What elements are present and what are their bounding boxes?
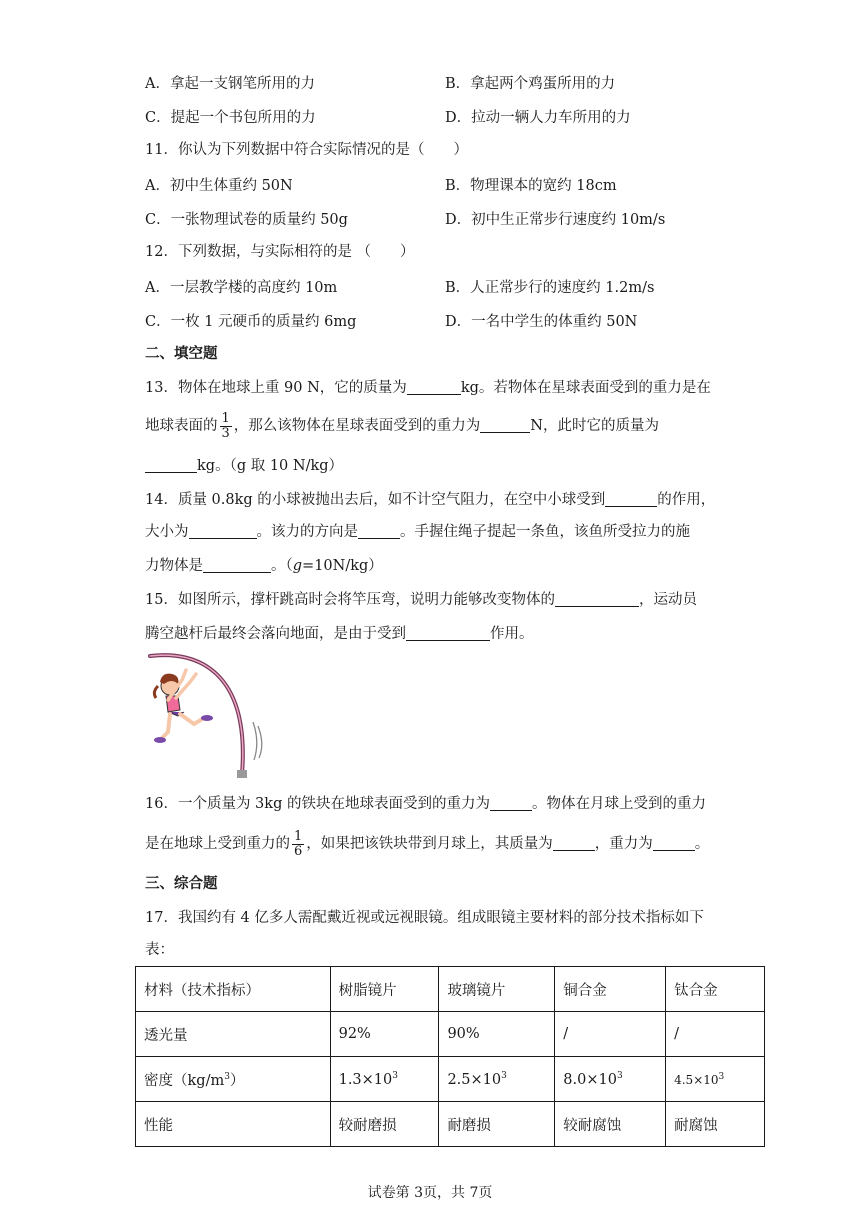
- q13-fraction-numerator: 1: [221, 410, 230, 426]
- q14-text-2b: 。该力的方向是: [256, 524, 358, 540]
- q14-line-3: [145, 556, 383, 576]
- q15-line-2: [145, 624, 534, 644]
- q13-line-3: [145, 456, 343, 476]
- q17-line-1: 17．我国约有 4 亿多人需配戴近视或远视眼镜。组成眼镜主要材料的部分技术指标如下: [145, 910, 704, 926]
- q16-text-2c: ，重力为: [594, 836, 653, 852]
- density-glass: 2.5×10: [447, 1071, 502, 1088]
- q11-option-c: C．一张物理试卷的质量约 50g: [145, 212, 348, 228]
- q13-line-2: [145, 408, 659, 444]
- q15-text-2b: 作用。: [490, 626, 534, 642]
- q13-blank-mass-2[interactable]: [145, 456, 197, 473]
- table-cell: 透光量: [136, 1012, 331, 1057]
- q13-text-3: kg。（g 取 10 N/kg）: [197, 458, 344, 474]
- table-row: [136, 1012, 765, 1057]
- q13-text-1a: 13．物体在地球上重 90 N，它的质量为: [145, 380, 407, 396]
- q16-text-2d: 。: [694, 836, 710, 852]
- q14-text-2a: 大小为: [145, 524, 189, 540]
- table-cell: 性能: [136, 1102, 331, 1147]
- table-cell: [136, 1057, 331, 1102]
- q16-text-1b: 。物体在月球上受到的重力: [531, 796, 706, 812]
- table-row: [136, 967, 765, 1012]
- q12-option-b: B．人正常步行的速度约 1.2m/s: [445, 280, 655, 296]
- pole-vault-figure: [138, 652, 268, 784]
- q16-line-2: [145, 826, 709, 862]
- table-cell: /: [666, 1012, 765, 1057]
- q10-row-2: [145, 106, 765, 126]
- table-cell: 较耐腐蚀: [555, 1102, 666, 1147]
- q13-blank-gravity[interactable]: [480, 416, 530, 433]
- table-row: [136, 1057, 765, 1102]
- table-cell: /: [555, 1012, 666, 1057]
- density-label-end: ）: [229, 1072, 245, 1089]
- q15-blank-gravity[interactable]: [406, 624, 490, 641]
- q11-option-b: B．物理课本的宽约 18cm: [445, 178, 617, 194]
- q14-text-3c: =10N/kg）: [302, 558, 383, 574]
- density-titanium-exp: 3: [718, 1071, 725, 1082]
- q17-line-2: 表：: [145, 942, 174, 958]
- density-copper: 8.0×10: [563, 1071, 617, 1088]
- q12-row-1: [145, 276, 765, 296]
- density-label-sup: 3: [224, 1071, 230, 1082]
- table-header-cell: 钛合金: [666, 967, 765, 1012]
- q14-line-1: [145, 490, 715, 510]
- q14-blank-source[interactable]: [203, 556, 271, 573]
- page-footer: 试卷第 3页，共 7页: [367, 1185, 493, 1201]
- table-cell: 耐腐蚀: [666, 1102, 765, 1147]
- athlete-icon: [154, 670, 213, 743]
- q10-row-1: [145, 72, 765, 92]
- q14-line-2: [145, 522, 690, 542]
- materials-table: [135, 966, 765, 1147]
- q14-blank-direction[interactable]: [358, 522, 400, 539]
- table-header-cell: 树脂镜片: [330, 967, 439, 1012]
- q14-blank-magnitude[interactable]: [189, 522, 257, 539]
- table-header-cell: 铜合金: [555, 967, 666, 1012]
- table-header-cell: 材料（技术指标）: [136, 967, 331, 1012]
- q16-text-1: 16．一个质量为 3kg 的铁块在地球表面受到的重力为: [145, 796, 490, 812]
- q16-blank-gravity[interactable]: [490, 794, 532, 811]
- density-titanium: 4.5×10: [674, 1072, 719, 1087]
- q14-text-3a: 力物体是: [145, 558, 203, 574]
- density-label: 密度（kg/m: [144, 1072, 225, 1089]
- q16-line-1: [145, 794, 706, 814]
- q16-fraction: [292, 830, 304, 859]
- q14-text-1b: 的作用，: [657, 492, 716, 508]
- density-resin: 1.3×10: [338, 1071, 393, 1088]
- q13-text-2a: 地球表面的: [145, 418, 218, 434]
- q16-blank-mass[interactable]: [553, 834, 595, 851]
- density-copper-exp: 3: [616, 1070, 623, 1081]
- q14-blank-force[interactable]: [605, 490, 657, 507]
- q15-text-1b: ，运动员: [638, 592, 697, 608]
- table-cell: [555, 1057, 666, 1102]
- q14-text-2c: 。手握住绳子提起一条鱼，该鱼所受拉力的施: [400, 524, 690, 540]
- q10-option-b: B．拿起两个鸡蛋所用的力: [445, 76, 616, 92]
- q12-row-2: [145, 310, 765, 330]
- q12-option-a: A．一层教学楼的高度约 10m: [145, 280, 338, 296]
- q15-blank-shape[interactable]: [555, 590, 639, 607]
- q16-fraction-numerator: 1: [294, 828, 303, 844]
- q13-blank-mass[interactable]: [407, 378, 461, 395]
- table-cell: 90%: [439, 1012, 555, 1057]
- q15-line-1: [145, 590, 697, 610]
- q10-option-a: A．拿起一支钢笔所用的力: [145, 76, 315, 92]
- table-cell: [666, 1057, 765, 1102]
- q12-option-c: C．一枚 1 元硬币的质量约 6mg: [145, 314, 357, 330]
- q13-fraction-denominator: 3: [221, 425, 230, 441]
- q10-option-d: D．拉动一辆人力车所用的力: [445, 110, 631, 126]
- pole-base-icon: [237, 770, 247, 778]
- density-glass-exp: 3: [501, 1070, 507, 1081]
- q14-g-symbol: g: [292, 558, 303, 574]
- section-fill-in: 二、填空题: [145, 346, 218, 362]
- q16-text-2a: 是在地球上受到重力的: [145, 836, 290, 852]
- q13-text-2b: ，那么该物体在星球表面受到的重力为: [233, 418, 481, 434]
- density-resin-exp: 3: [392, 1070, 398, 1081]
- q11-option-a: A．初中生体重约 50N: [145, 178, 293, 194]
- q10-option-c: C．提起一个书包所用的力: [145, 110, 316, 126]
- q11-option-d: D．初中生正常步行速度约 10m/s: [445, 212, 666, 228]
- q11-stem: 11．你认为下列数据中符合实际情况的是（ ）: [145, 142, 468, 158]
- q13-line-1: [145, 378, 711, 398]
- q16-blank-moon-gravity[interactable]: [653, 834, 695, 851]
- section-comprehensive: 三、综合题: [145, 876, 218, 892]
- table-cell: 耐磨损: [439, 1102, 555, 1147]
- table-header-cell: 玻璃镜片: [439, 967, 555, 1012]
- q13-fraction: [220, 412, 232, 441]
- q15-text-1a: 15．如图所示，撑杆跳高时会将竿压弯，说明力能够改变物体的: [145, 592, 555, 608]
- q12-option-d: D．一名中学生的体重约 50N: [445, 314, 638, 330]
- q13-text-1b: kg。若物体在星球表面受到的重力是在: [460, 380, 711, 396]
- table-cell: [439, 1057, 555, 1102]
- table-cell: 较耐磨损: [330, 1102, 439, 1147]
- q11-row-2: [145, 208, 765, 228]
- q11-row-1: [145, 174, 765, 194]
- q12-stem: 12．下列数据，与实际相符的是 （ ）: [145, 244, 415, 260]
- table-cell: 92%: [330, 1012, 439, 1057]
- q13-text-2c: N，此时它的质量为: [530, 418, 659, 434]
- q14-text-1a: 14．质量 0.8kg 的小球被抛出去后，如不计空气阻力，在空中小球受到: [145, 492, 606, 508]
- q15-text-2a: 腾空越杆后最终会落向地面，是由于受到: [145, 626, 406, 642]
- table-cell: [330, 1057, 439, 1102]
- q14-text-3b: 。（: [271, 558, 293, 574]
- q16-fraction-denominator: 6: [294, 843, 303, 859]
- q16-text-2b: ，如果把该铁块带到月球上，其质量为: [306, 836, 553, 852]
- table-row: [136, 1102, 765, 1147]
